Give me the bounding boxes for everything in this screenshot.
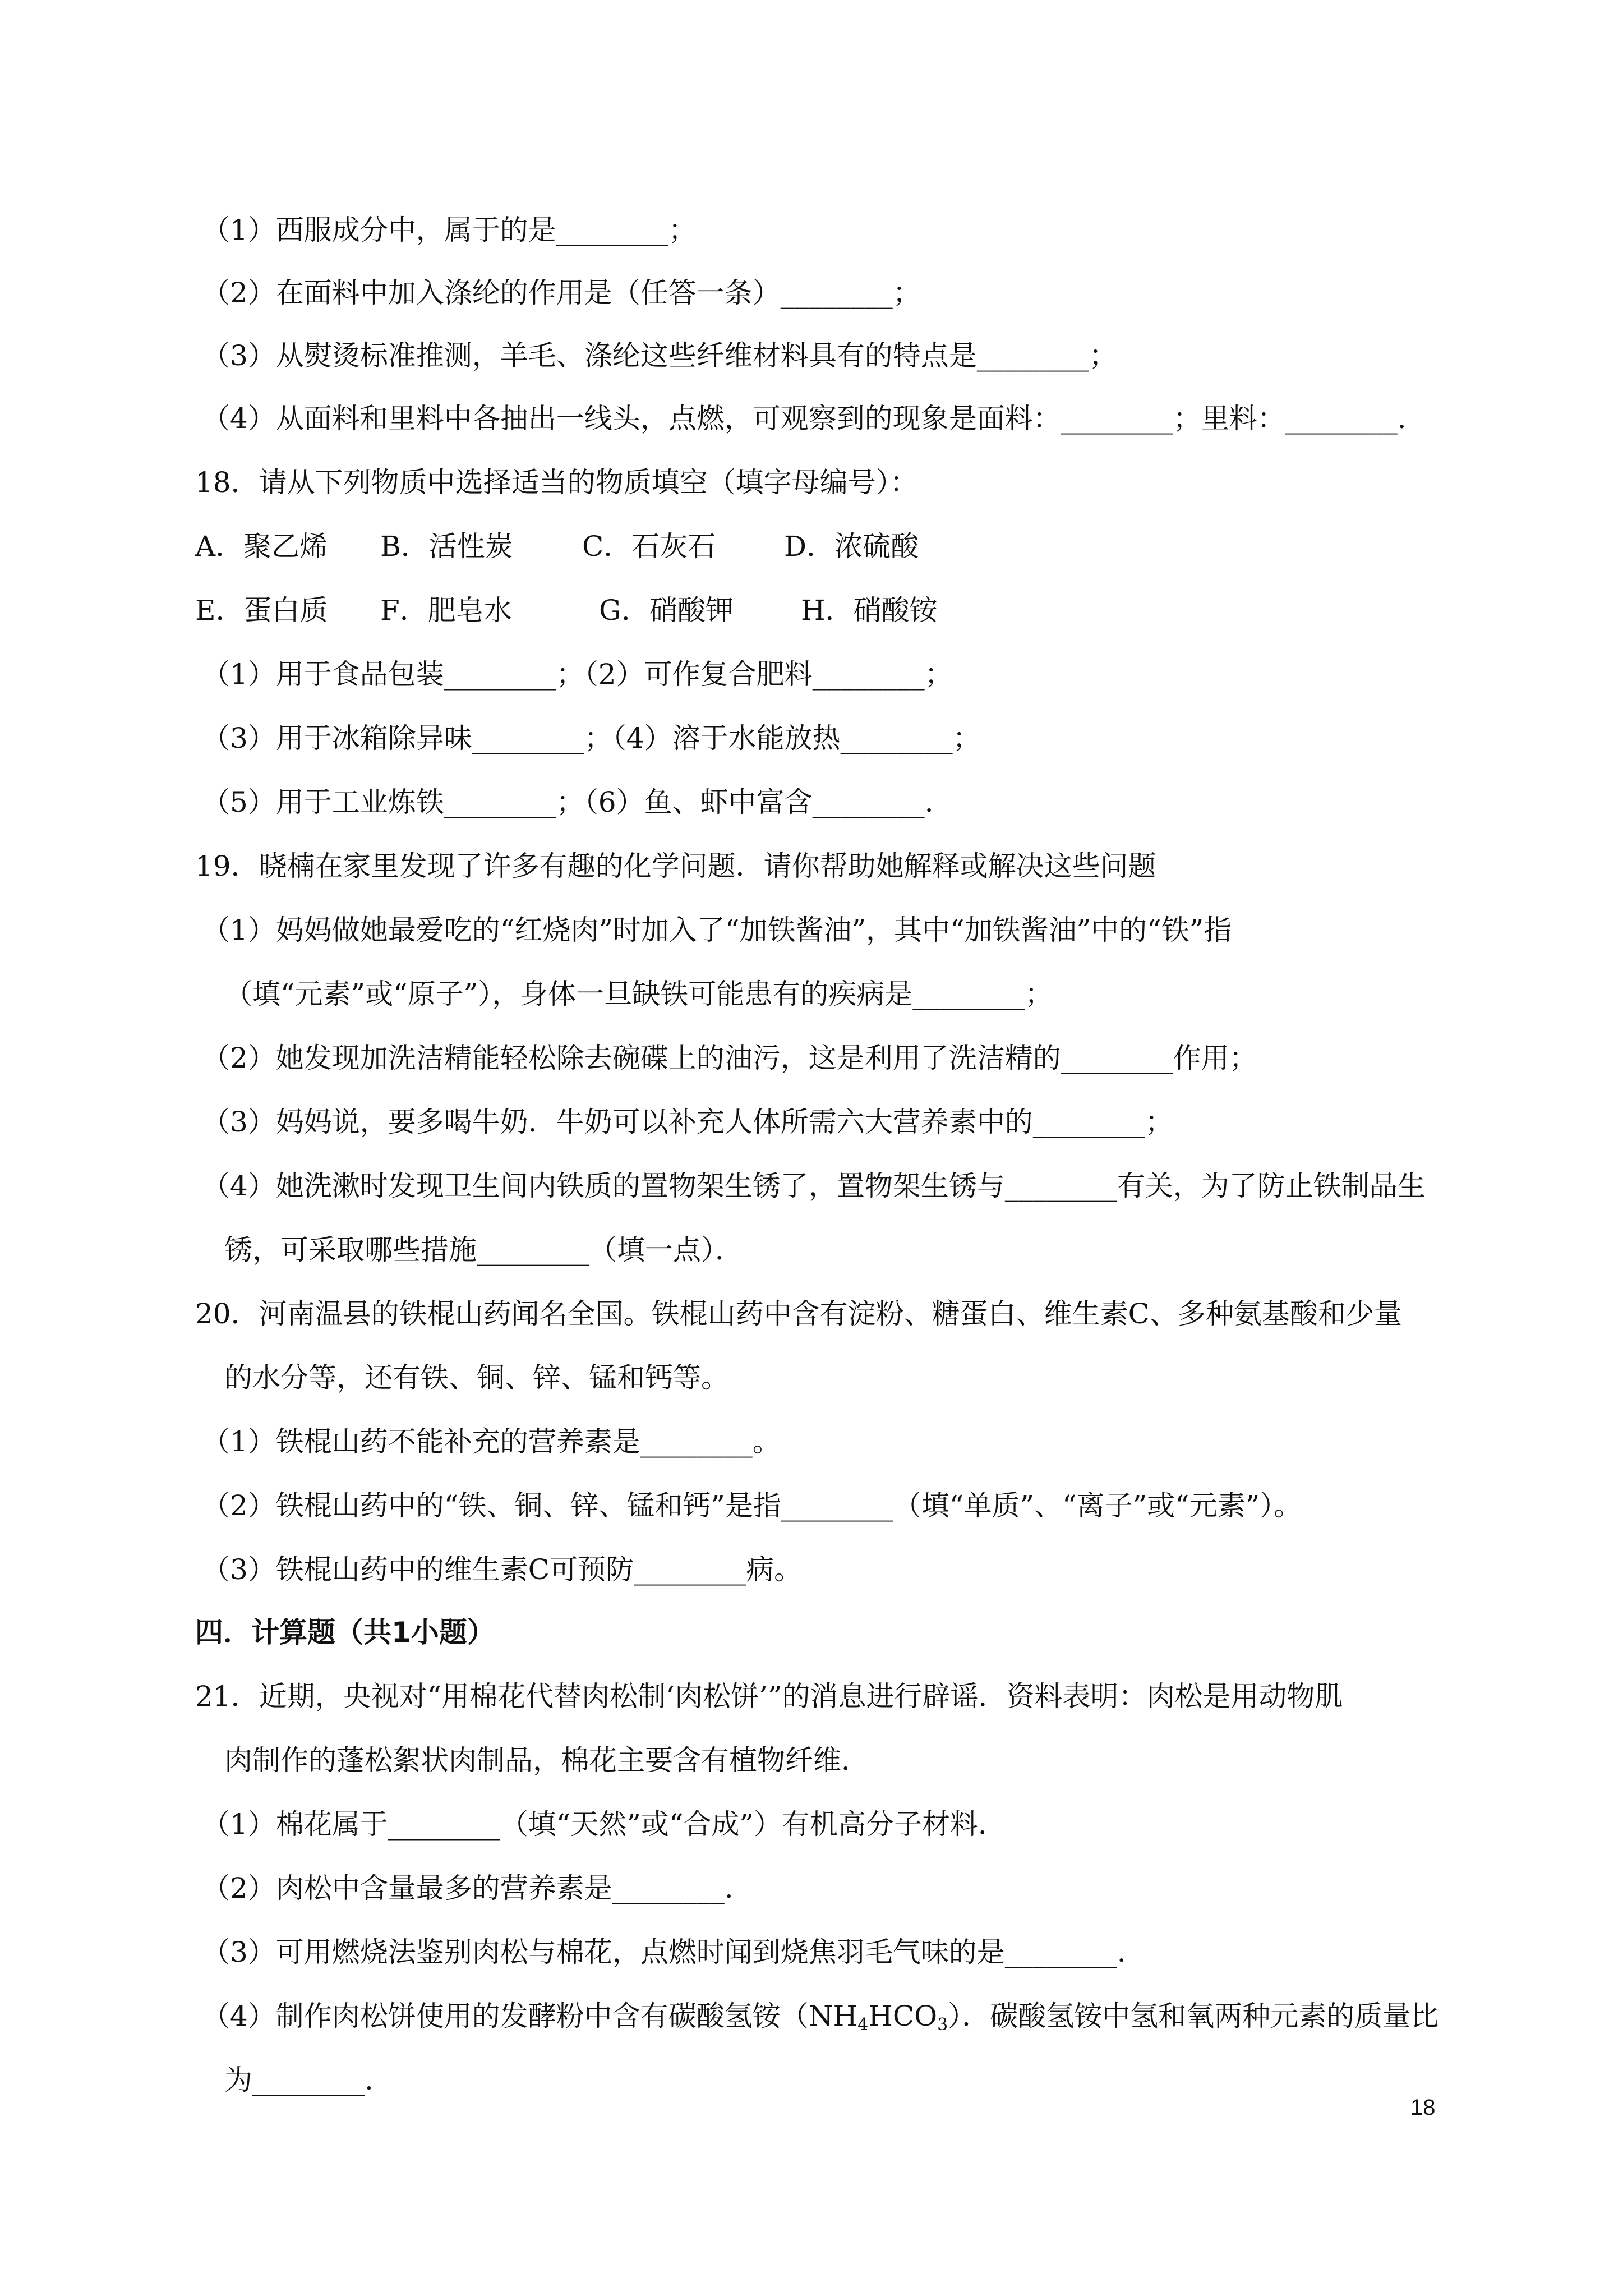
nh4-subscript: 4 <box>857 2015 869 2035</box>
option-g: G．硝酸钾 <box>599 594 734 627</box>
q19-part4-cont: 锈，可采取哪些措施________（填一点）． <box>224 1234 743 1266</box>
q21-part4-tail: ）．碳酸氢铵中氢和氧两种元素的质量比 <box>948 2000 1439 2032</box>
q21-part4-cont: 为________. <box>224 2064 374 2096</box>
q19-part4: （4）她洗漱时发现卫生间内铁质的置物架生锈了，置物架生锈与________有关，为了防止铁制品生 <box>202 1170 1426 1202</box>
option-h: H．硝酸铵 <box>801 594 938 627</box>
co3-subscript: 3 <box>937 2015 948 2035</box>
q20-part2: （2）铁棍山药中的“铁、铜、锌、锰和钙”是指________（填“单质”、“离子”或“元素”）。 <box>202 1489 1302 1522</box>
page-number: 18 <box>1410 2095 1436 2120</box>
q19-part1: （1）妈妈做她最爱吃的“红烧肉”时加入了“加铁酱油”，其中“加铁酱油”中的“铁”指 <box>202 914 1232 946</box>
q20-part3: （3）铁棍山药中的维生素C可预防________病。 <box>202 1553 803 1586</box>
q21-part3: （3）可用燃烧法鉴别肉松与棉花，点燃时闻到烧焦羽毛气味的是________. <box>202 1936 1126 1968</box>
option-f: F．肥皂水 <box>380 594 512 627</box>
q21-part4-text: （4）制作肉松饼使用的发酵粉中含有碳酸氢铵（NH <box>202 2000 858 2032</box>
option-c: C．石灰石 <box>582 530 716 563</box>
q18-stem: 18．请从下列物质中选择适当的物质填空（填字母编号）： <box>195 466 918 499</box>
q21-part4 <box>202 1999 1458 2042</box>
q18-row2: （3）用于冰箱除异味________；（4）溶于水能放热________； <box>202 722 981 754</box>
q21-part1: （1）棉花属于________（填“天然”或“合成”）有机高分子材料． <box>202 1808 1007 1841</box>
q21-stem-cont: 肉制作的蓬松絮状肉制品，棉花主要含有植物纤维． <box>224 1744 869 1777</box>
option-b: B．活性炭 <box>380 530 513 563</box>
q21-stem: 21．近期，央视对“用棉花代替肉松制‘肉松饼’”的消息进行辟谣．资料表明：肉松是用动物肌 <box>195 1680 1343 1713</box>
q19-part3: （3）妈妈说，要多喝牛奶．牛奶可以补充人体所需六大营养素中的________； <box>202 1106 1173 1138</box>
q19-part1-cont: （填“元素”或“原子”），身体一旦缺铁可能患有的疾病是________； <box>224 978 1053 1010</box>
q20-part1: （1）铁棍山药不能补充的营养素是________。 <box>202 1425 781 1458</box>
q21-part2: （2）肉松中含量最多的营养素是________. <box>202 1872 734 1904</box>
option-d: D．浓硫酸 <box>784 530 919 563</box>
section-heading: 四．计算题（共1小题） <box>195 1616 495 1649</box>
hco-text: HCO <box>868 2000 938 2032</box>
q17-part2: （2）在面料中加入涤纶的作用是（任答一条）________； <box>202 277 921 309</box>
option-a: A．聚乙烯 <box>195 530 328 563</box>
q19-stem: 19．晓楠在家里发现了许多有趣的化学问题．请你帮助她解释或解决这些问题 <box>195 850 1156 882</box>
q17-part1: （1）西服成分中，属于的是________； <box>202 214 697 246</box>
option-e: E．蛋白质 <box>195 594 328 627</box>
q17-part3: （3）从熨烫标准推测，羊毛、涤纶这些纤维材料具有的特点是________； <box>202 339 1117 372</box>
q17-part4: （4）从面料和里料中各抽出一线头，点燃，可观察到的现象是面料：________；里料：________. <box>202 402 1407 435</box>
q20-stem-cont: 的水分等，还有铁、铜、锌、锰和钙等。 <box>224 1361 729 1394</box>
q20-stem: 20．河南温县的铁棍山药闻名全国。铁棍山药中含有淀粉、糖蛋白、维生素C、多种氨基酸和少量 <box>195 1297 1402 1330</box>
q18-row3: （5）用于工业炼铁________；（6）鱼、虾中富含________. <box>202 786 934 818</box>
q19-part2: （2）她发现加洗洁精能轻松除去碗碟上的油污，这是利用了洗洁精的________作用； <box>202 1042 1257 1074</box>
q18-row1: （1）用于食品包装________；（2）可作复合肥料________； <box>202 658 953 691</box>
